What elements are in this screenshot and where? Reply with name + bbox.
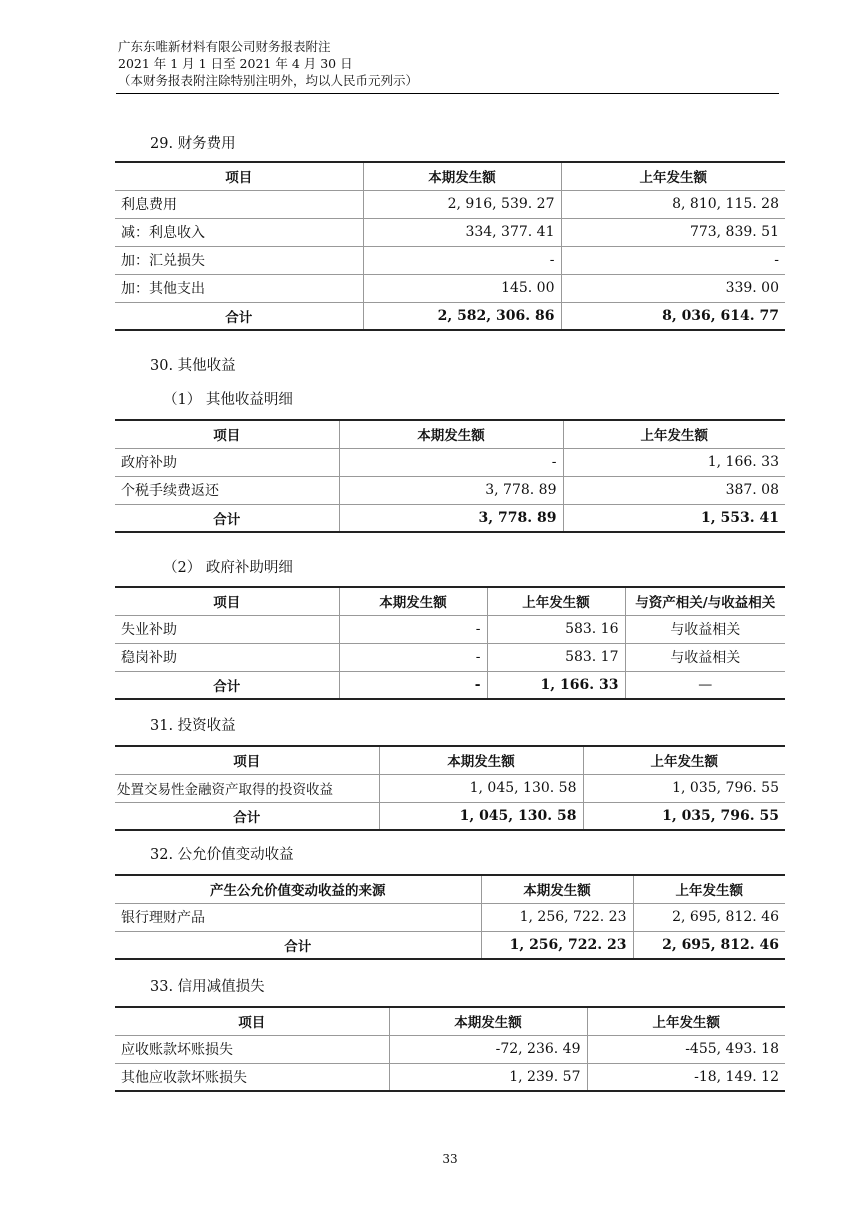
row-label: 加：汇兑损失: [115, 246, 363, 274]
total-current: -: [339, 671, 487, 699]
row-label: 其他应收款坏账损失: [115, 1063, 389, 1091]
grant-category: 与收益相关: [625, 615, 785, 643]
total-label: 合计: [115, 802, 379, 830]
row-label: 失业补助: [115, 615, 339, 643]
table-row: [115, 274, 785, 302]
table-header-row: [115, 420, 785, 448]
col-header: 上年发生额: [583, 746, 785, 774]
table-row: [115, 903, 785, 931]
total-prior: 2, 695, 812. 46: [633, 931, 785, 959]
table-row: [115, 615, 785, 643]
other-income-table: [115, 419, 785, 533]
header-rule: [116, 93, 779, 94]
col-header: 上年发生额: [561, 162, 785, 190]
current-amount: 145. 00: [363, 274, 561, 302]
total-prior: 1, 553. 41: [563, 504, 785, 532]
row-label: 银行理财产品: [115, 903, 481, 931]
total-label: 合计: [115, 504, 339, 532]
current-amount: -: [339, 448, 563, 476]
row-label: 稳岗补助: [115, 643, 339, 671]
table-row: [115, 190, 785, 218]
section-29-title: 29. 财务费用: [150, 136, 236, 152]
prior-amount: -18, 149. 12: [587, 1063, 785, 1091]
current-amount: -: [339, 643, 487, 671]
section-31-title: 31. 投资收益: [150, 718, 236, 734]
current-amount: -: [339, 615, 487, 643]
total-row: [115, 802, 785, 830]
col-header: 项目: [115, 420, 339, 448]
table-row: [115, 246, 785, 274]
header-company: 广东东唯新材料有限公司财务报表附注: [118, 39, 331, 54]
section-30-title: 30. 其他收益: [150, 358, 236, 374]
total-category: —: [625, 671, 785, 699]
table-row: [115, 448, 785, 476]
row-label: 个税手续费返还: [115, 476, 339, 504]
prior-amount: 2, 695, 812. 46: [633, 903, 785, 931]
government-grant-table: [115, 586, 785, 700]
header-period: 2021 年 1 月 1 日至 2021 年 4 月 30 日: [118, 56, 353, 71]
investment-income-table: [115, 745, 785, 831]
prior-amount: 583. 17: [487, 643, 625, 671]
prior-amount: 1, 035, 796. 55: [583, 774, 785, 802]
total-label: 合计: [115, 671, 339, 699]
total-current: 2, 582, 306. 86: [363, 302, 561, 330]
col-header: 本期发生额: [339, 420, 563, 448]
section-30-1-title: （1） 其他收益明细: [163, 392, 293, 408]
section-33-title: 33. 信用减值损失: [150, 979, 265, 995]
table-header-row: [115, 162, 785, 190]
col-header: 项目: [115, 162, 363, 190]
total-row: [115, 504, 785, 532]
grant-category: 与收益相关: [625, 643, 785, 671]
current-amount: 1, 256, 722. 23: [481, 903, 633, 931]
col-header: 产生公允价值变动收益的来源: [115, 875, 481, 903]
prior-amount: -: [561, 246, 785, 274]
prior-amount: 773, 839. 51: [561, 218, 785, 246]
page-header: [118, 38, 780, 89]
col-header: 项目: [115, 1007, 389, 1035]
prior-amount: 339. 00: [561, 274, 785, 302]
col-header: 上年发生额: [587, 1007, 785, 1035]
row-label: 应收账款坏账损失: [115, 1035, 389, 1063]
col-header: 与资产相关/与收益相关: [625, 587, 785, 615]
prior-amount: 1, 166. 33: [563, 448, 785, 476]
row-label: 减：利息收入: [115, 218, 363, 246]
row-label: 处置交易性金融资产取得的投资收益: [115, 774, 379, 802]
total-current: 1, 256, 722. 23: [481, 931, 633, 959]
current-amount: -: [363, 246, 561, 274]
prior-amount: 8, 810, 115. 28: [561, 190, 785, 218]
row-label: 利息费用: [115, 190, 363, 218]
prior-amount: 387. 08: [563, 476, 785, 504]
table-header-row: [115, 587, 785, 615]
total-prior: 1, 035, 796. 55: [583, 802, 785, 830]
col-header: 项目: [115, 587, 339, 615]
total-label: 合计: [115, 302, 363, 330]
row-label: 政府补助: [115, 448, 339, 476]
total-current: 3, 778. 89: [339, 504, 563, 532]
current-amount: 2, 916, 539. 27: [363, 190, 561, 218]
table-header-row: [115, 1007, 785, 1035]
table-row: [115, 1035, 785, 1063]
prior-amount: 583. 16: [487, 615, 625, 643]
prior-amount: -455, 493. 18: [587, 1035, 785, 1063]
total-label: 合计: [115, 931, 481, 959]
col-header: 本期发生额: [363, 162, 561, 190]
total-row: [115, 931, 785, 959]
total-row: [115, 671, 785, 699]
current-amount: 3, 778. 89: [339, 476, 563, 504]
row-label: 加：其他支出: [115, 274, 363, 302]
credit-impairment-table: [115, 1006, 785, 1092]
current-amount: -72, 236. 49: [389, 1035, 587, 1063]
current-amount: 334, 377. 41: [363, 218, 561, 246]
current-amount: 1, 239. 57: [389, 1063, 587, 1091]
total-current: 1, 045, 130. 58: [379, 802, 583, 830]
col-header: 本期发生额: [389, 1007, 587, 1035]
table-row: [115, 476, 785, 504]
col-header: 本期发生额: [379, 746, 583, 774]
page-number: 33: [442, 1152, 458, 1166]
section-32-title: 32. 公允价值变动收益: [150, 847, 294, 863]
col-header: 上年发生额: [633, 875, 785, 903]
current-amount: 1, 045, 130. 58: [379, 774, 583, 802]
finance-expense-table: [115, 161, 785, 331]
col-header: 本期发生额: [481, 875, 633, 903]
table-row: [115, 643, 785, 671]
table-row: [115, 774, 785, 802]
section-30-2-title: （2） 政府补助明细: [163, 560, 293, 576]
total-prior: 1, 166. 33: [487, 671, 625, 699]
header-note: （本财务报表附注除特别注明外，均以人民币元列示）: [118, 73, 419, 88]
col-header: 上年发生额: [487, 587, 625, 615]
col-header: 上年发生额: [563, 420, 785, 448]
fair-value-change-table: [115, 874, 785, 960]
total-prior: 8, 036, 614. 77: [561, 302, 785, 330]
table-row: [115, 1063, 785, 1091]
table-header-row: [115, 746, 785, 774]
table-header-row: [115, 875, 785, 903]
total-row: [115, 302, 785, 330]
table-row: [115, 218, 785, 246]
col-header: 项目: [115, 746, 379, 774]
col-header: 本期发生额: [339, 587, 487, 615]
